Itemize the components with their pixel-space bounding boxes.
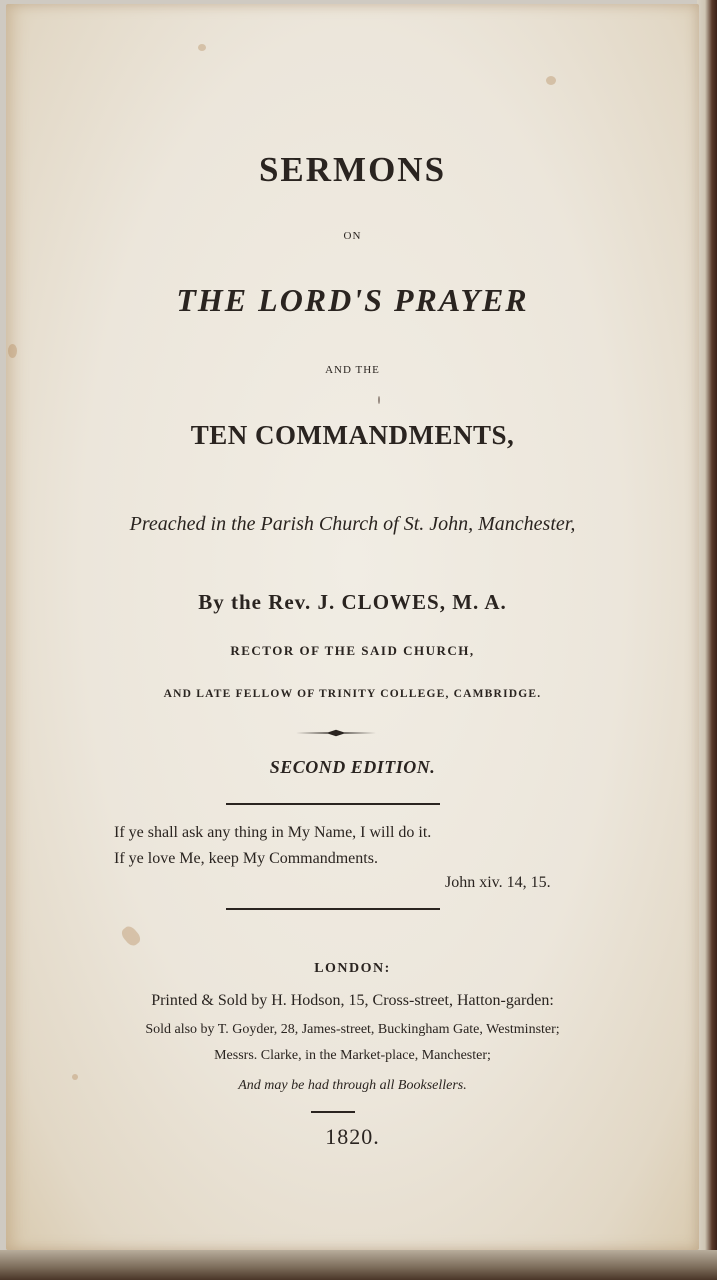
foxing-spot [8, 344, 17, 358]
publication-year: 1820. [325, 1124, 380, 1149]
author-role: RECTOR OF THE SAID CHURCH, [230, 643, 475, 658]
epigraph-line-1: If ye shall ask any thing in My Name, I will do it. [114, 824, 432, 841]
foxing-spot [198, 44, 206, 51]
divider-rule [226, 908, 440, 910]
imprint-seller-manchester: Messrs. Clarke, in the Market-place, Manchester; [214, 1048, 491, 1063]
imprint-seller: Sold also by T. Goyder, 28, James-street, Buckingham Gate, Westminster; [145, 1022, 560, 1037]
author-line: By the Rev. J. CLOWES, M. A. [198, 590, 507, 614]
imprint-printer: Printed & Sold by H. Hodson, 15, Cross-street, Hatton-garden: [151, 992, 554, 1009]
divider-rule [226, 803, 440, 805]
book-bottom-edge [0, 1250, 717, 1280]
epigraph-citation: John xiv. 14, 15. [445, 874, 551, 891]
book-subject: THE LORD'S PRAYER [176, 282, 529, 318]
foxing-spot [546, 76, 556, 85]
title-connector-on: ON [343, 230, 362, 242]
book-title: SERMONS [258, 150, 447, 189]
epigraph-line-2: If ye love Me, keep My Commandments. [114, 850, 378, 867]
edition-label: SECOND EDITION. [269, 757, 436, 777]
preached-line: Preached in the Parish Church of St. John, Manchester, [129, 513, 576, 535]
ornament-rule-icon [296, 729, 376, 737]
author-affiliation: AND LATE FELLOW OF TRINITY COLLEGE, CAMBRIDGE. [163, 688, 542, 700]
title-connector-and-the: AND THE [325, 364, 380, 376]
year-rule [311, 1111, 355, 1113]
foxing-spot [119, 924, 143, 948]
imprint-booksellers: And may be had through all Booksellers. [238, 1078, 467, 1093]
ink-mark [378, 396, 380, 404]
book-spine-edge [697, 0, 717, 1280]
book-second-subject: TEN COMMANDMENTS, [190, 420, 515, 450]
imprint-city: LONDON: [314, 961, 391, 976]
